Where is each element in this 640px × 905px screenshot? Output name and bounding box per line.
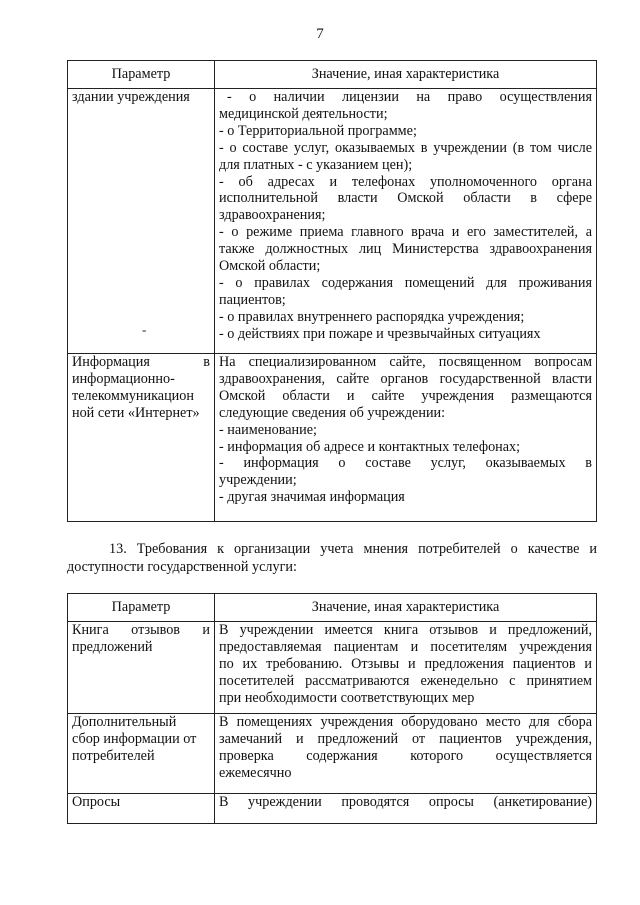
value-line: - о действиях при пожаре и чрезвычайных ситуациях (219, 325, 541, 342)
value-line: посетителей рассматриваются еженедельно с принятием (219, 672, 592, 689)
param-line: предложений (72, 638, 153, 655)
value-line: - о правилах содержания помещений для проживания (219, 274, 592, 291)
paragraph-line: 13. Требования к организации учета мнения потребителей о качестве и (109, 541, 597, 557)
value-line: следующие сведения об учреждении: (219, 404, 446, 421)
value-line: здравоохранения, сайте органов государственной власти (219, 370, 592, 387)
param-line: Книга отзывов и (72, 622, 210, 638)
value-cell (215, 794, 597, 824)
value-line: учреждении; (219, 472, 297, 489)
value-line: - другая значимая информация (219, 489, 405, 506)
value-line: пациентов; (219, 291, 286, 308)
param-cell (68, 794, 215, 824)
param-line: Опросы (72, 794, 121, 810)
value-line: здравоохранения; (219, 207, 326, 224)
table-row (68, 794, 597, 824)
value-line: также должностных лиц Министерства здравоохранения (219, 241, 592, 258)
param-line: сбор информации от (72, 730, 197, 747)
value-line: - информация об адресе и контактных телефонах; (219, 438, 521, 455)
value-line: проверка содержания которого осуществляется (219, 747, 592, 764)
param-cell (68, 89, 215, 354)
value-cell (215, 622, 597, 714)
value-cell (215, 89, 597, 354)
value-line: медицинской деятельности; (219, 105, 388, 122)
value-line: Омской области; (219, 258, 321, 275)
value-line: предоставляемая пациентам и посетителям учреждения (219, 638, 592, 655)
value-line: - о Территориальной программе; (219, 122, 417, 139)
param-line: здании учреждения (72, 89, 190, 105)
table-header-row (68, 61, 597, 89)
value-line: при необходимости соответствующих мер (219, 689, 475, 706)
header-parameter: Параметр (68, 594, 215, 622)
table-row (68, 714, 597, 794)
table-row (68, 89, 597, 354)
paragraph-line: доступности государственной услуги: (67, 559, 297, 575)
value-line: - об адресах и телефонах уполномоченного органа (219, 173, 592, 190)
value-cell (215, 714, 597, 794)
value-line: - о наличии лицензии на право осуществления (227, 89, 592, 105)
value-line: - информация о составе услуг, оказываемых в (219, 455, 592, 472)
value-line: для платных - с указанием цен); (219, 156, 413, 173)
table-row (68, 354, 597, 522)
param-cell (68, 714, 215, 794)
param-line: Информация в (72, 354, 210, 370)
value-line: В учреждении проводятся опросы (анкетирование) (219, 794, 592, 810)
table-header-row (68, 594, 597, 622)
param-line: информационно- (72, 370, 175, 387)
value-line: На специализированном сайте, посвященном вопросам (219, 354, 592, 370)
value-line: ежемесячно (219, 764, 292, 781)
value-cell (215, 354, 597, 522)
info-table (67, 60, 597, 522)
value-line: Омской области и сайте учреждения размещаются (219, 387, 592, 404)
header-parameter: Параметр (68, 61, 215, 89)
param-line: ной сети «Интернет» (72, 404, 200, 421)
param-line: Дополнительный (72, 714, 177, 730)
value-line: - о режиме приема главного врача и его заместителей, а (219, 224, 592, 241)
page-number: 7 (316, 26, 324, 42)
param-line: телекоммуникацион (72, 387, 194, 404)
table-row (68, 622, 597, 714)
header-value: Значение, иная характеристика (215, 594, 597, 622)
value-line: замечаний и предложений от пациентов учреждения, (219, 730, 592, 747)
param-cell (68, 354, 215, 522)
value-line: В учреждении имеется книга отзывов и предложений, (219, 622, 592, 638)
section-13-paragraph (67, 540, 597, 576)
value-line: - наименование; (219, 421, 317, 438)
value-line: по их требованию. Отзывы и предложения пациентов и (219, 655, 592, 672)
value-line: В помещениях учреждения оборудовано место для сбора (219, 714, 592, 730)
value-line: - о правилах внутреннего распорядка учреждения; (219, 308, 525, 325)
scan-mark: - (142, 322, 147, 337)
value-line: исполнительной власти Омской области в сфере (219, 190, 592, 207)
param-cell (68, 622, 215, 714)
param-line: потребителей (72, 747, 155, 764)
value-line: - о составе услуг, оказываемых в учреждении (в том числе (219, 139, 592, 156)
header-value: Значение, иная характеристика (215, 61, 597, 89)
feedback-table (67, 593, 597, 824)
